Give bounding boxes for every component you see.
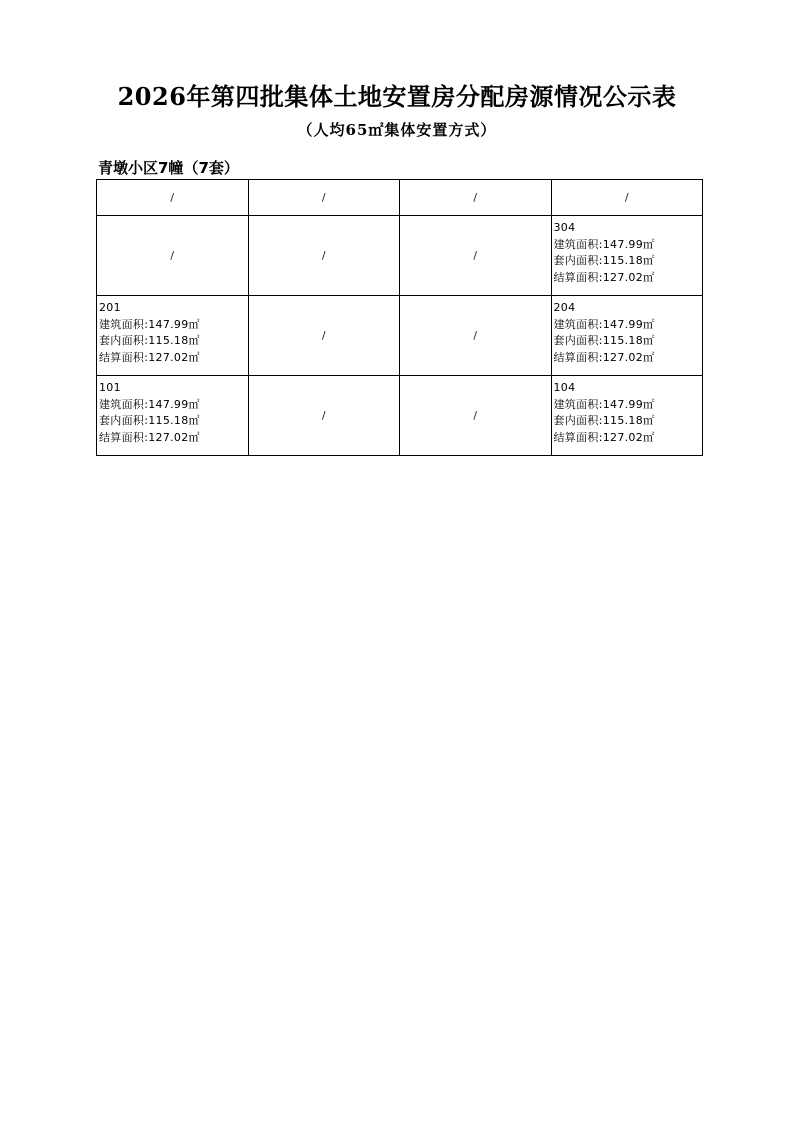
table-cell [551,296,703,376]
empty-cell-slash: / [624,191,629,204]
unit-number: 304 [553,221,576,234]
table-row [97,376,703,456]
unit-number: 104 [553,381,576,394]
interior-area-label: 套内面积: [553,334,603,347]
building-area-line [554,237,703,254]
building-area-line [554,397,703,414]
unit-number: 201 [99,301,121,314]
table-cell [400,180,552,216]
building-area-label: 建筑面积: [553,317,603,331]
unit-info [552,296,703,366]
empty-cell-slash: / [321,249,326,262]
empty-cell-slash: / [321,329,326,342]
table-cell [97,216,249,296]
settlement-area-value: 127.02㎡ [602,350,655,364]
settlement-area-value: 127.02㎡ [602,270,655,284]
interior-area-value: 115.18㎡ [602,414,655,427]
table-row [97,216,703,296]
page-title: 2026年第四批集体土地安置房分配房源情况公示表 [117,82,677,111]
page-subtitle: （人均65㎡集体安置方式） [297,121,497,139]
building-area-line [99,397,248,414]
unit-info [97,376,248,446]
building-area-label: 建筑面积: [99,397,149,411]
interior-area-line [99,333,248,350]
interior-area-line [554,413,703,430]
settlement-area-line [554,350,703,367]
unit-info [552,376,703,446]
empty-cell-slash: / [321,409,326,422]
empty-cell-slash: / [321,191,326,204]
unit-number: 101 [99,381,121,394]
table-cell [551,180,703,216]
table-cell [97,296,249,376]
settlement-area-label: 结算面积: [553,350,603,364]
table-cell [248,216,400,296]
interior-area-value: 115.18㎡ [602,334,655,347]
building-heading: 青墩小区7幢（7套） [98,159,239,177]
table-row [97,296,703,376]
settlement-area-label: 结算面积: [99,350,149,364]
interior-area-value: 115.18㎡ [148,414,200,427]
building-area-label: 建筑面积: [553,237,603,251]
unit-table-body [97,180,703,456]
empty-cell-slash: / [473,409,478,422]
table-cell [551,216,703,296]
table-cell [97,376,249,456]
table-cell [400,216,552,296]
unit-number: 204 [553,301,576,314]
table-cell [248,180,400,216]
building-area-line [99,317,248,334]
settlement-area-line [554,270,703,287]
empty-cell-slash: / [170,191,175,204]
empty-cell-slash: / [473,191,478,204]
interior-area-label: 套内面积: [553,414,603,427]
empty-cell-slash: / [473,329,478,342]
building-area-value: 147.99㎡ [602,237,655,251]
table-cell [248,296,400,376]
interior-area-value: 115.18㎡ [602,254,655,267]
interior-area-label: 套内面积: [99,414,149,427]
unit-info [97,296,248,366]
settlement-area-value: 127.02㎡ [148,350,200,364]
building-area-value: 147.99㎡ [602,317,655,331]
unit-allocation-table [96,179,703,456]
interior-area-line [554,253,703,270]
settlement-area-line [99,350,248,367]
settlement-area-label: 结算面积: [553,270,603,284]
building-area-label: 建筑面积: [99,317,149,331]
building-area-label: 建筑面积: [553,397,603,411]
table-cell [400,296,552,376]
table-row [97,180,703,216]
interior-area-line [554,333,703,350]
building-area-value: 147.99㎡ [148,397,200,411]
table-cell [400,376,552,456]
settlement-area-label: 结算面积: [99,430,149,444]
interior-area-label: 套内面积: [553,254,603,267]
unit-info [552,216,703,286]
settlement-area-line [99,430,248,447]
interior-area-value: 115.18㎡ [148,334,200,347]
settlement-area-value: 127.02㎡ [148,430,200,444]
interior-area-label: 套内面积: [99,334,149,347]
building-area-line [554,317,703,334]
settlement-area-line [554,430,703,447]
settlement-area-value: 127.02㎡ [602,430,655,444]
settlement-area-label: 结算面积: [553,430,603,444]
table-cell [248,376,400,456]
empty-cell-slash: / [473,249,478,262]
table-cell [551,376,703,456]
building-area-value: 147.99㎡ [602,397,655,411]
building-area-value: 147.99㎡ [148,317,200,331]
interior-area-line [99,413,248,430]
table-cell [97,180,249,216]
empty-cell-slash: / [170,249,175,262]
